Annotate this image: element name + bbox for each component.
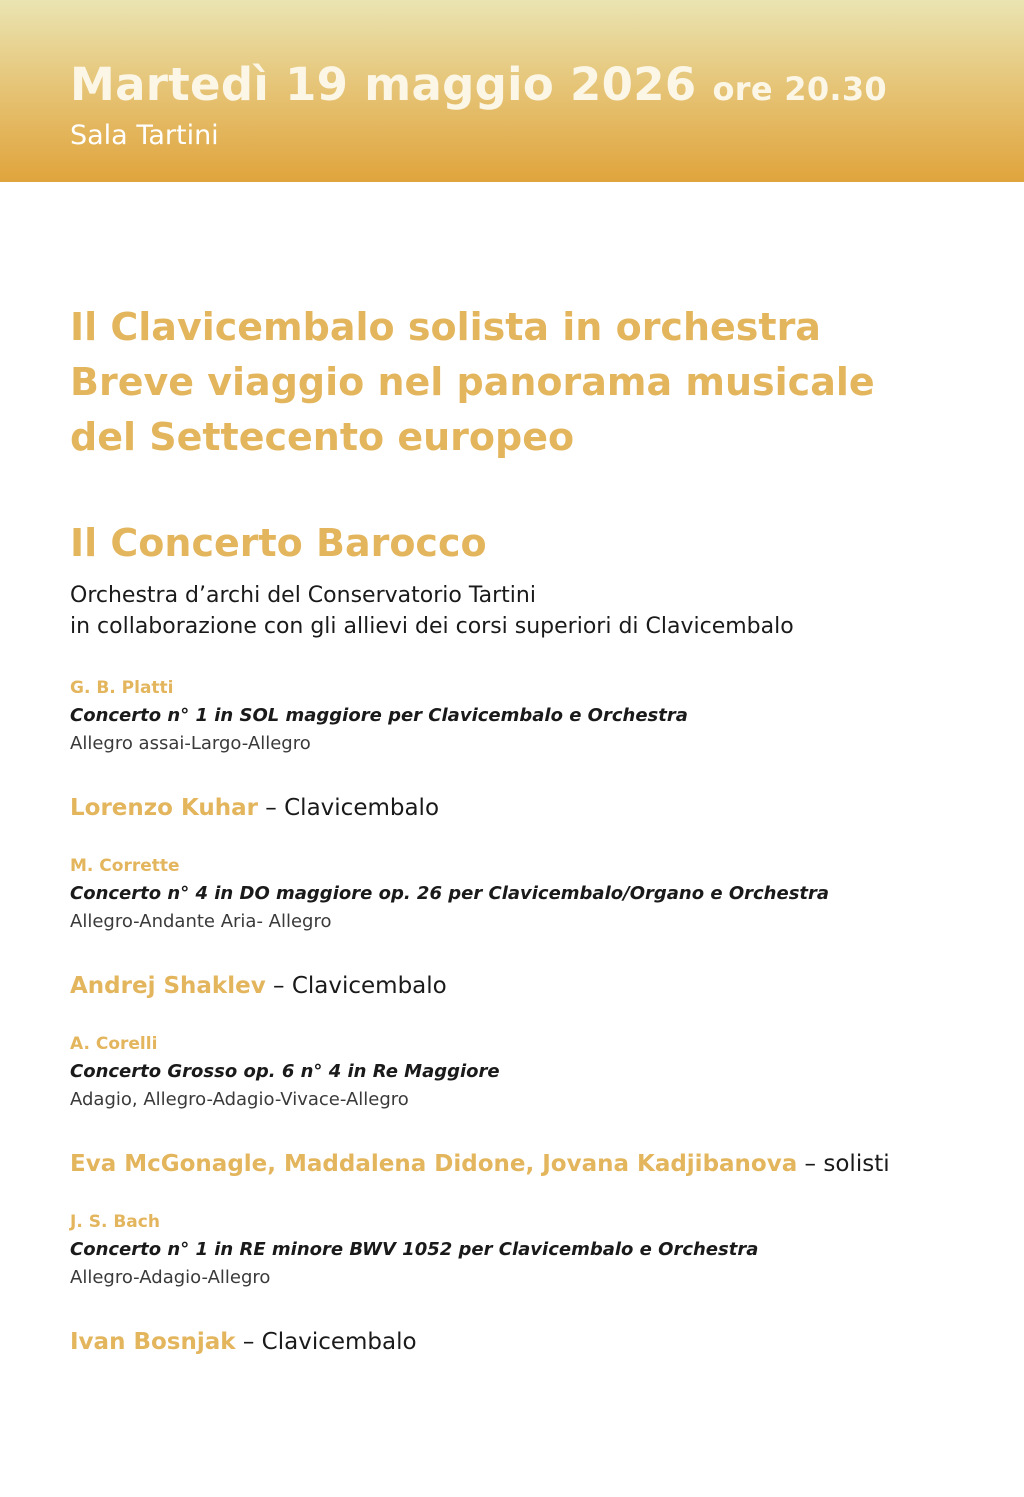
title-line: del Settecento europeo bbox=[70, 415, 575, 459]
work-movements: Allegro-Adagio-Allegro bbox=[70, 1267, 271, 1288]
performer-line bbox=[70, 792, 439, 824]
work-title: Concerto n° 1 in RE minore BWV 1052 per Clavicembalo e Orchestra bbox=[70, 1239, 759, 1260]
performer-name: Eva McGonagle, Maddalena Didone, Jovana Kadjibanova bbox=[70, 1151, 798, 1177]
composer-name: J. S. Bach bbox=[70, 1212, 160, 1232]
performer-line bbox=[70, 970, 447, 1002]
event-time: ore 20.30 bbox=[712, 70, 887, 108]
title-line: Breve viaggio nel panorama musicale bbox=[70, 360, 875, 404]
concert-title bbox=[70, 300, 875, 465]
composer-name: A. Corelli bbox=[70, 1034, 158, 1054]
program-item bbox=[70, 674, 688, 758]
work-movements: Adagio, Allegro-Adagio-Vivace-Allegro bbox=[70, 1089, 409, 1110]
ensemble-intro bbox=[70, 580, 794, 642]
event-date-line bbox=[70, 58, 887, 116]
performer-line bbox=[70, 1326, 417, 1358]
composer-name: G. B. Platti bbox=[70, 678, 174, 698]
title-line: Il Clavicembalo solista in orchestra bbox=[70, 305, 821, 349]
concert-subtitle: Il Concerto Barocco bbox=[70, 521, 487, 565]
performer-line bbox=[70, 1148, 890, 1180]
performer-role: – Clavicembalo bbox=[265, 973, 447, 999]
work-title: Concerto Grosso op. 6 n° 4 in Re Maggiore bbox=[70, 1061, 500, 1082]
program-item bbox=[70, 1208, 758, 1292]
work-movements: Allegro assai-Largo-Allegro bbox=[70, 733, 311, 754]
event-date: Martedì 19 maggio 2026 bbox=[70, 58, 697, 111]
program-item bbox=[70, 852, 829, 936]
performer-role: – solisti bbox=[797, 1151, 890, 1177]
intro-line: in collaborazione con gli allievi dei corsi superiori di Clavicembalo bbox=[70, 614, 794, 639]
performer-name: Andrej Shaklev bbox=[70, 973, 266, 999]
performer-role: – Clavicembalo bbox=[258, 795, 440, 821]
work-movements: Allegro-Andante Aria- Allegro bbox=[70, 911, 332, 932]
program-item bbox=[70, 1030, 500, 1114]
work-title: Concerto n° 4 in DO maggiore op. 26 per Clavicembalo/Organo e Orchestra bbox=[70, 883, 830, 904]
performer-role: – Clavicembalo bbox=[235, 1329, 417, 1355]
composer-name: M. Corrette bbox=[70, 856, 180, 876]
performer-name: Ivan Bosnjak bbox=[70, 1329, 236, 1355]
work-title: Concerto n° 1 in SOL maggiore per Clavicembalo e Orchestra bbox=[70, 705, 688, 726]
intro-line: Orchestra d’archi del Conservatorio Tartini bbox=[70, 583, 536, 608]
performer-name: Lorenzo Kuhar bbox=[70, 795, 258, 821]
event-venue: Sala Tartini bbox=[70, 120, 219, 151]
event-header bbox=[0, 0, 1024, 182]
